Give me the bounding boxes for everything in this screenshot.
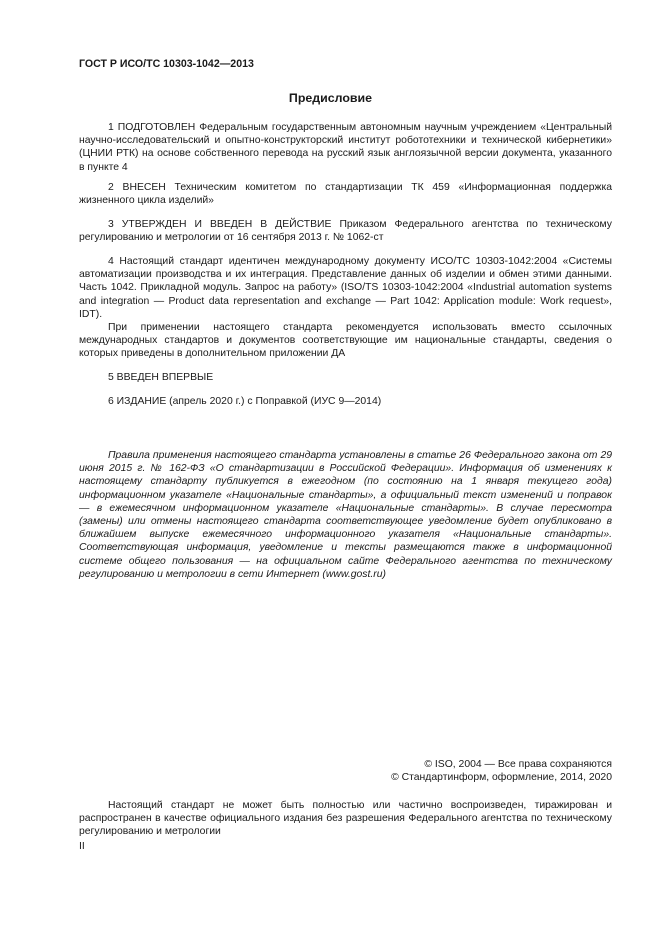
paragraph-national-standards-note: При применении настоящего стандарта рекомендуется использовать вместо ссылочных международных стандартов и документов соответствующие им национальные стандарты, сведения о которых приведены в дополнительном приложении ДА: [79, 322, 612, 360]
paragraph-5-block: [79, 371, 612, 384]
copyright-standartinform: © Стандартинформ, оформление, 2014, 2020: [391, 772, 612, 784]
standard-application-notice: Правила применения настоящего стандарта установлены в статье 26 Федерального закона от 29 июня 2015 г. № 162-ФЗ «О стандартизации в Российской Федерации». Информация об изменениях к настоящему стандарту публикуется в ежегодном (по состоянию на 1 января текущего года) информационном указателе «Национальные стандарты», а официальный текст изменений и поправок — в ежемесячном информационном указателе «Национальные стандарты». В случае пересмотра (замены) или отмены настоящего стандарта соответствующее уведомление будет опубликовано в ближайшем выпуске ежемесячного информационного указателя «Национальные стандарты». Соответствующая информация, уведомление и тексты размещаются также в информационной системе общего пользования — на официальном сайте Федерального агентства по техническому регулированию и метрологии в сети Интернет (www.gost.ru): [79, 450, 612, 580]
copyright-block: [79, 758, 612, 784]
notice-block: [79, 449, 612, 581]
paragraph-prepared-by: 1 ПОДГОТОВЛЕН Федеральным государственным автономным научным учреждением «Центральный научно-исследовательский и опытно-конструкторский институт робототехники и технической кибернетики» (ЦНИИ РТК) на основе собственного перевода на русский язык англоязычной версии документа, указанного в пункте 4: [79, 122, 612, 173]
page-title: Предисловие: [288, 91, 373, 105]
paragraph-2-block: [79, 181, 612, 207]
paragraph-edition: 6 ИЗДАНИЕ (апрель 2020 г.) с Поправкой (ИУС 9—2014): [108, 396, 382, 407]
paragraph-6-block: [79, 395, 612, 408]
document-code-header: ГОСТ Р ИСО/ТС 10303-1042—2013: [79, 58, 254, 70]
page-number: II: [79, 841, 85, 852]
paragraph-identical-standard: 4 Настоящий стандарт идентичен международному документу ИСО/ТС 10303-1042:2004 «Системы автоматизации производства и их интеграция. Представление данных об изделии и обмен этими данными. Часть 1042. Прикладной модуль. Запрос на работу» (ISO/TS 10303-1042:2004 «Industrial automation systems and integration — Product data representation and exchange — Part 1042: Application module: Work request», IDT).: [79, 256, 612, 320]
reproduction-note: Настоящий стандарт не может быть полностью или частично воспроизведен, тиражирован и распространен в качестве официального издания без разрешения Федерального агентства по техническому регулированию и метрологии: [79, 800, 612, 838]
copyright-iso: © ISO, 2004 — Все права сохраняются: [424, 759, 612, 770]
paragraph-first-introduced: 5 ВВЕДЕН ВПЕРВЫЕ: [108, 372, 214, 383]
paragraph-introduced-by: 2 ВНЕСЕН Техническим комитетом по стандартизации ТК 459 «Информационная поддержка жизненного цикла изделий»: [79, 182, 612, 207]
paragraph-approved: 3 УТВЕРЖДЕН И ВВЕДЕН В ДЕЙСТВИЕ Приказом Федерального агентства по техническому регулированию и метрологии от 16 сентября 2013 г. № 1062-ст: [79, 219, 612, 244]
reproduction-note-block: [79, 799, 612, 839]
paragraph-4-block: [79, 255, 612, 361]
paragraph-1-block: [79, 121, 612, 174]
paragraph-3-block: [79, 218, 612, 244]
